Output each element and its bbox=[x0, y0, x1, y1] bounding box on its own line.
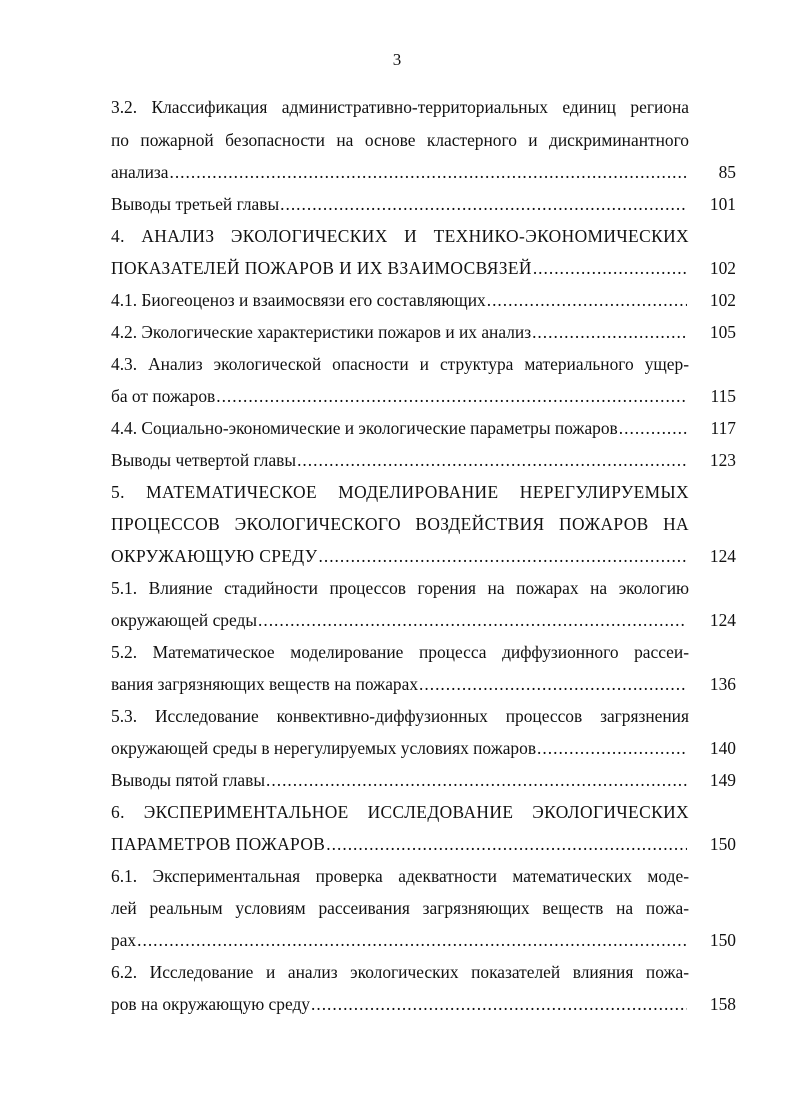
toc-line: Выводы третьей главы bbox=[111, 194, 280, 214]
toc-entry-leader bbox=[111, 738, 689, 758]
toc-page-number: 124 bbox=[709, 546, 736, 566]
toc-page-number: 102 bbox=[709, 258, 736, 278]
dot-leader bbox=[137, 930, 687, 950]
toc-line: 5.2. Математическое моделирование процесса диффузионного рассеи- bbox=[111, 642, 689, 662]
toc-line: 4.4. Социально-экономические и экологические параметры пожаров bbox=[111, 418, 618, 438]
dot-leader bbox=[533, 258, 687, 278]
toc-page-number: 150 bbox=[709, 930, 736, 950]
toc-entry-leader bbox=[111, 258, 689, 278]
toc-entry-leader bbox=[111, 194, 689, 214]
toc-entry-leader bbox=[111, 994, 689, 1014]
toc-entry-leader bbox=[111, 386, 689, 406]
toc-line: 4.3. Анализ экологической опасности и структура материального ущер- bbox=[111, 354, 689, 374]
toc-line: 6.2. Исследование и анализ экологических показателей влияния пожа- bbox=[111, 962, 689, 982]
dot-leader bbox=[619, 418, 687, 438]
toc-page-number: 102 bbox=[709, 290, 736, 310]
toc-line: ба от пожаров bbox=[111, 386, 216, 406]
dot-leader bbox=[280, 194, 687, 214]
toc-page-number: 150 bbox=[709, 834, 736, 854]
toc-line: окружающей среды bbox=[111, 610, 258, 630]
toc-line: 5.1. Влияние стадийности процессов горения на пожарах на экологию bbox=[111, 578, 689, 598]
toc-line: лей реальным условиям рассеивания загрязняющих веществ на пожа- bbox=[111, 898, 689, 918]
dot-leader bbox=[319, 546, 688, 566]
toc-line: анализа bbox=[111, 162, 169, 182]
toc-entry-leader bbox=[111, 322, 689, 342]
toc-line: ПАРАМЕТРОВ ПОЖАРОВ bbox=[111, 834, 326, 854]
toc-line: ПОКАЗАТЕЛЕЙ ПОЖАРОВ И ИХ ВЗАИМОСВЯЗЕЙ bbox=[111, 258, 532, 278]
toc-line: Выводы четвертой главы bbox=[111, 450, 297, 470]
toc-page-number: 85 bbox=[718, 162, 736, 182]
toc-page-number: 158 bbox=[709, 994, 736, 1014]
toc-entry-leader bbox=[111, 418, 689, 438]
toc-entry-leader bbox=[111, 674, 689, 694]
toc-line: ПРОЦЕССОВ ЭКОЛОГИЧЕСКОГО ВОЗДЕЙСТВИЯ ПОЖАРОВ НА bbox=[111, 514, 689, 534]
dot-leader bbox=[266, 770, 687, 790]
toc-line: 4. АНАЛИЗ ЭКОЛОГИЧЕСКИХ И ТЕХНИКО-ЭКОНОМИЧЕСКИХ bbox=[111, 226, 689, 246]
dot-leader bbox=[169, 162, 687, 182]
toc-entry-leader bbox=[111, 290, 689, 310]
toc-entry-leader bbox=[111, 834, 689, 854]
toc-line: 3.2. Классификация административно-территориальных единиц региона bbox=[111, 97, 689, 117]
dot-leader bbox=[326, 834, 687, 854]
toc-line: по пожарной безопасности на основе кластерного и дискриминантного bbox=[111, 130, 689, 150]
dot-leader bbox=[419, 674, 687, 694]
toc-entry-leader bbox=[111, 162, 689, 182]
toc-page-number: 123 bbox=[709, 450, 736, 470]
toc-entry-leader bbox=[111, 450, 689, 470]
dot-leader bbox=[258, 610, 687, 630]
dot-leader bbox=[297, 450, 687, 470]
toc-entry-leader bbox=[111, 546, 689, 566]
toc-page-number: 105 bbox=[709, 322, 736, 342]
toc-line: Выводы пятой главы bbox=[111, 770, 266, 790]
toc-line: 4.2. Экологические характеристики пожаров и их анализ bbox=[111, 322, 532, 342]
dot-leader bbox=[532, 322, 687, 342]
dot-leader bbox=[216, 386, 687, 406]
toc-line: вания загрязняющих веществ на пожарах bbox=[111, 674, 419, 694]
toc-line: 4.1. Биогеоценоз и взаимосвязи его составляющих bbox=[111, 290, 486, 310]
toc-page-number: 124 bbox=[709, 610, 736, 630]
dot-leader bbox=[487, 290, 687, 310]
toc-line: 6. ЭКСПЕРИМЕНТАЛЬНОЕ ИССЛЕДОВАНИЕ ЭКОЛОГИЧЕСКИХ bbox=[111, 802, 689, 822]
page-number: 3 bbox=[392, 50, 402, 69]
toc-page-number: 117 bbox=[710, 418, 736, 438]
toc-entry-leader bbox=[111, 930, 689, 950]
toc-page-number: 140 bbox=[709, 738, 736, 758]
toc-entry-leader bbox=[111, 610, 689, 630]
toc-line: рах bbox=[111, 930, 137, 950]
toc-line: ОКРУЖАЮЩУЮ СРЕДУ bbox=[111, 546, 318, 566]
toc-line: 5. МАТЕМАТИЧЕСКОЕ МОДЕЛИРОВАНИЕ НЕРЕГУЛИРУЕМЫХ bbox=[111, 482, 689, 502]
toc-line: 5.3. Исследование конвективно-диффузионных процессов загрязнения bbox=[111, 706, 689, 726]
toc-page-number: 149 bbox=[709, 770, 736, 790]
toc-entry-leader bbox=[111, 770, 689, 790]
toc-line: 6.1. Экспериментальная проверка адекватности математических моде- bbox=[111, 866, 689, 886]
dot-leader bbox=[537, 738, 687, 758]
toc-page-number: 136 bbox=[709, 674, 736, 694]
toc-page-number: 101 bbox=[709, 194, 736, 214]
toc-page-number: 115 bbox=[710, 386, 736, 406]
toc-line: ров на окружающую среду bbox=[111, 994, 310, 1014]
toc-line: окружающей среды в нерегулируемых условиях пожаров bbox=[111, 738, 537, 758]
dot-leader bbox=[311, 994, 687, 1014]
